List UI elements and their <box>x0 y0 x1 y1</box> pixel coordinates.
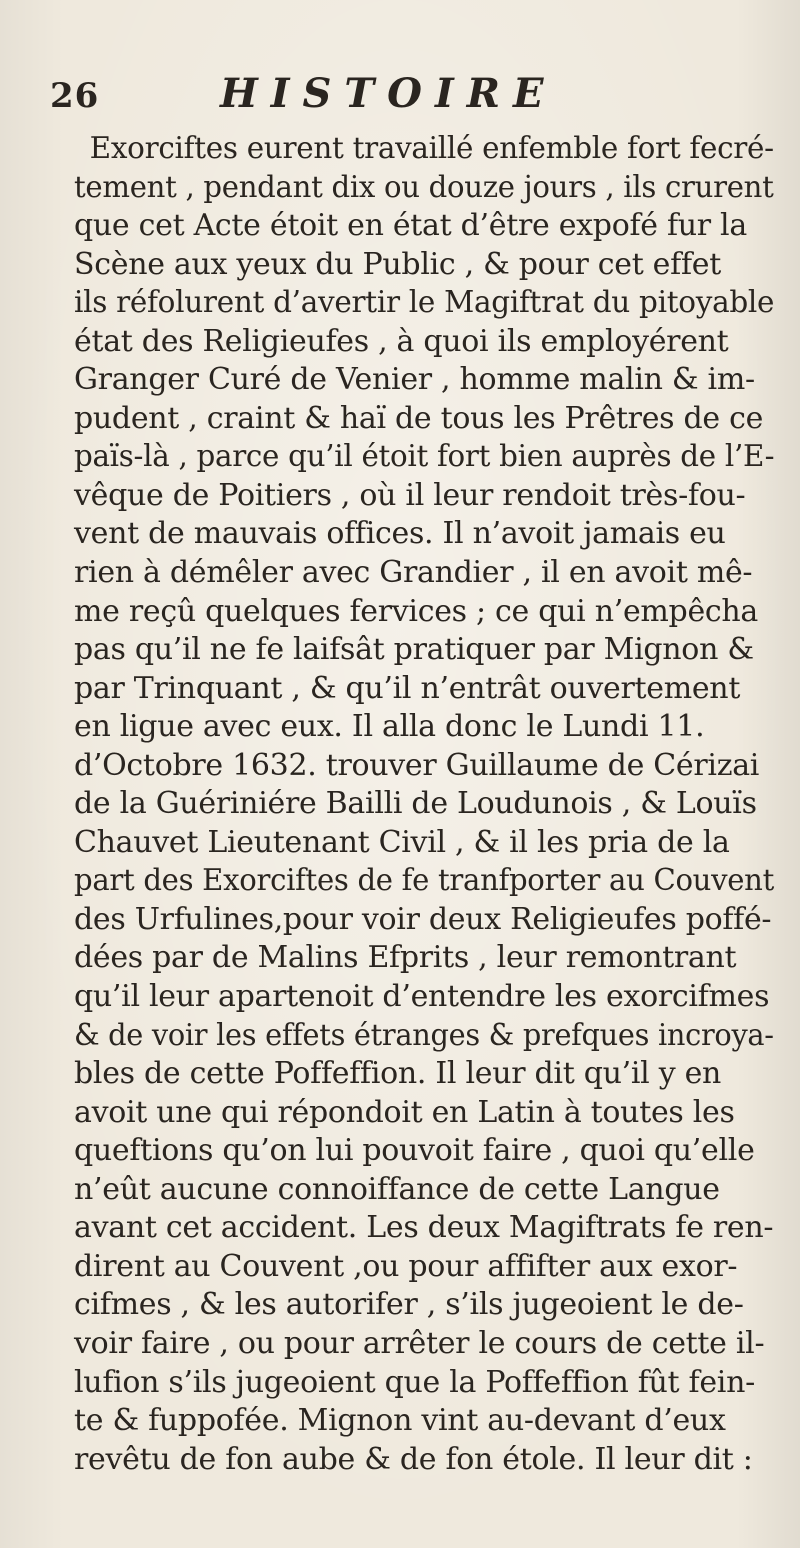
text-line: par Trinquant , & qu’il n’entrât ouvertement <box>74 670 741 706</box>
text-line: Chauvet Lieutenant Civil , & il les pria de la <box>74 824 730 860</box>
text-line: pudent , craint & haï de tous les Prêtres de ce <box>74 400 764 436</box>
text-line: avoit une qui répondoit en Latin à toutes les <box>74 1094 735 1130</box>
text-line: vêque de Poitiers , où il leur rendoit très-fou- <box>74 477 746 513</box>
text-line: voir faire , ou pour arrêter le cours de cette il- <box>74 1325 765 1361</box>
text-line: des Urfulines,pour voir deux Religieufes poffé- <box>74 901 772 937</box>
text-line: de la Guériniére Bailli de Loudunois , & Louïs <box>74 786 757 822</box>
text-line: & de voir les effets étranges & prefques incroya- <box>74 1017 774 1053</box>
running-title: HISTOIRE <box>220 70 557 117</box>
text-line: Exorciftes eurent travaillé enfemble fort fecré- <box>89 131 774 166</box>
body-text <box>74 130 792 1479</box>
text-line: part des Exorciftes de fe tranfporter au Couvent <box>74 863 775 899</box>
text-line: païs-là , parce qu’il étoit fort bien auprès de l’E- <box>74 439 775 475</box>
text-line: lufion s’ils jugeoient que la Poffeffion fût fein- <box>74 1364 755 1400</box>
text-line: dées par de Malins Efprits , leur remontrant <box>74 940 737 976</box>
text-line: dirent au Couvent ,ou pour affifter aux exor- <box>74 1248 738 1284</box>
text-line: te & fuppofée. Mignon vint au-devant d’eux <box>74 1403 726 1439</box>
text-line: Scène aux yeux du Public , & pour cet effet <box>74 246 721 282</box>
text-line: vent de mauvais offices. Il n’avoit jamais eu <box>74 516 726 552</box>
text-line: revêtu de fon aube & de fon étole. Il leur dit : <box>74 1441 753 1477</box>
text-line: pas qu’il ne fe laifsât pratiquer par Mignon & <box>74 632 754 668</box>
page-header <box>50 70 770 120</box>
text-line: cifmes , & les autorifer , s’ils jugeoient le de- <box>74 1287 744 1323</box>
text-line: queftions qu’on lui pouvoit faire , quoi qu’elle <box>74 1133 755 1169</box>
text-line: tement , pendant dix ou douze jours , ils crurent <box>74 169 774 205</box>
text-line: bles de cette Poffeffion. Il leur dit qu’il y en <box>74 1056 722 1092</box>
page-number: 26 <box>50 76 100 116</box>
text-line: avant cet accident. Les deux Magiftrats fe ren- <box>74 1210 774 1246</box>
text-line: n’eût aucune connoiffance de cette Langue <box>74 1171 720 1207</box>
text-line: que cet Acte étoit en état d’être expofé fur la <box>74 208 747 244</box>
text-line: rien à démêler avec Grandier , il en avoit mê- <box>74 555 753 591</box>
text-line: qu’il leur apartenoit d’entendre les exorcifmes <box>74 979 770 1015</box>
text-line: me reçû quelques fervices ; ce qui n’empêcha <box>74 593 759 629</box>
text-line: en ligue avec eux. Il alla donc le Lundi 11. <box>74 709 705 745</box>
text-line: Granger Curé de Venier , homme malin & im- <box>74 362 755 398</box>
text-line: d’Octobre 1632. trouver Guillaume de Cérizai <box>74 747 760 783</box>
text-line: ils réfolurent d’avertir le Magiftrat du pitoyable <box>74 285 775 321</box>
text-line: état des Religieufes , à quoi ils employérent <box>74 323 729 359</box>
